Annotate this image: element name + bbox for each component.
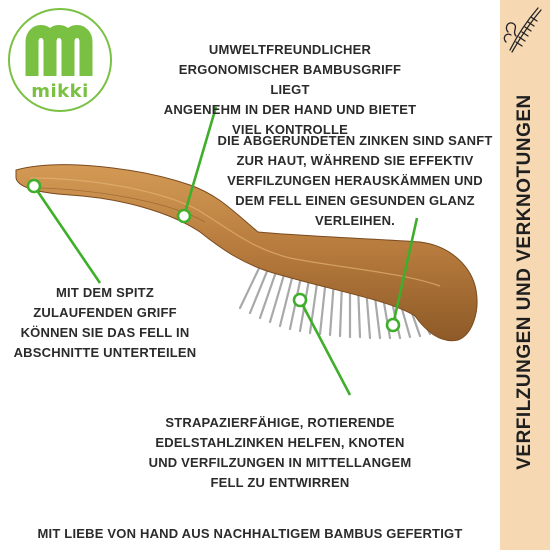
callout-line-steel [300,300,350,395]
callout-dot-teeth [387,319,399,331]
callout-handle-text: UMWELTFREUNDLICHER ERGONOMISCHER BAMBUSGRIFF LIEGT ANGENEHM IN DER HAND UND BIETET VIEL KONTROLLE [163,42,417,137]
callout-dot-handle [178,210,190,222]
sidebar-title: VERFILZUNGEN UND VERKNOTUNGEN [514,94,535,470]
logo-m-mark [24,20,98,80]
callout-line-tip [34,186,100,283]
callout-teeth-text: DIE ABGERUNDETEN ZINKEN SIND SANFT ZUR HAUT, WÄHREND SIE EFFEKTIV VERFILZUNGEN HERAUSKÄMMEN UND DEM FELL EINEN GESUNDEN GLANZ VERLEIHEN. [217,133,493,228]
footer-text: MIT LIEBE VON HAND AUS NACHHALTIGEM BAMBUS GEFERTIGT [37,526,463,541]
callout-tip-text: MIT DEM SPITZ ZULAUFENDEN GRIFF KÖNNEN SIE DAS FELL IN ABSCHNITTE UNTERTEILEN [13,285,197,360]
comb-icon [502,2,548,58]
callout-dot-steel [294,294,306,306]
logo-text: mikki [31,81,89,102]
callout-dot-tip [28,180,40,192]
callout-steel-text: STRAPAZIERFÄHIGE, ROTIERENDE EDELSTAHLZINKEN HELFEN, KNOTEN UND VERFILZUNGEN IN MITTELLANGEM FELL ZU ENTWIRREN [148,415,412,490]
brand-logo [8,8,112,112]
